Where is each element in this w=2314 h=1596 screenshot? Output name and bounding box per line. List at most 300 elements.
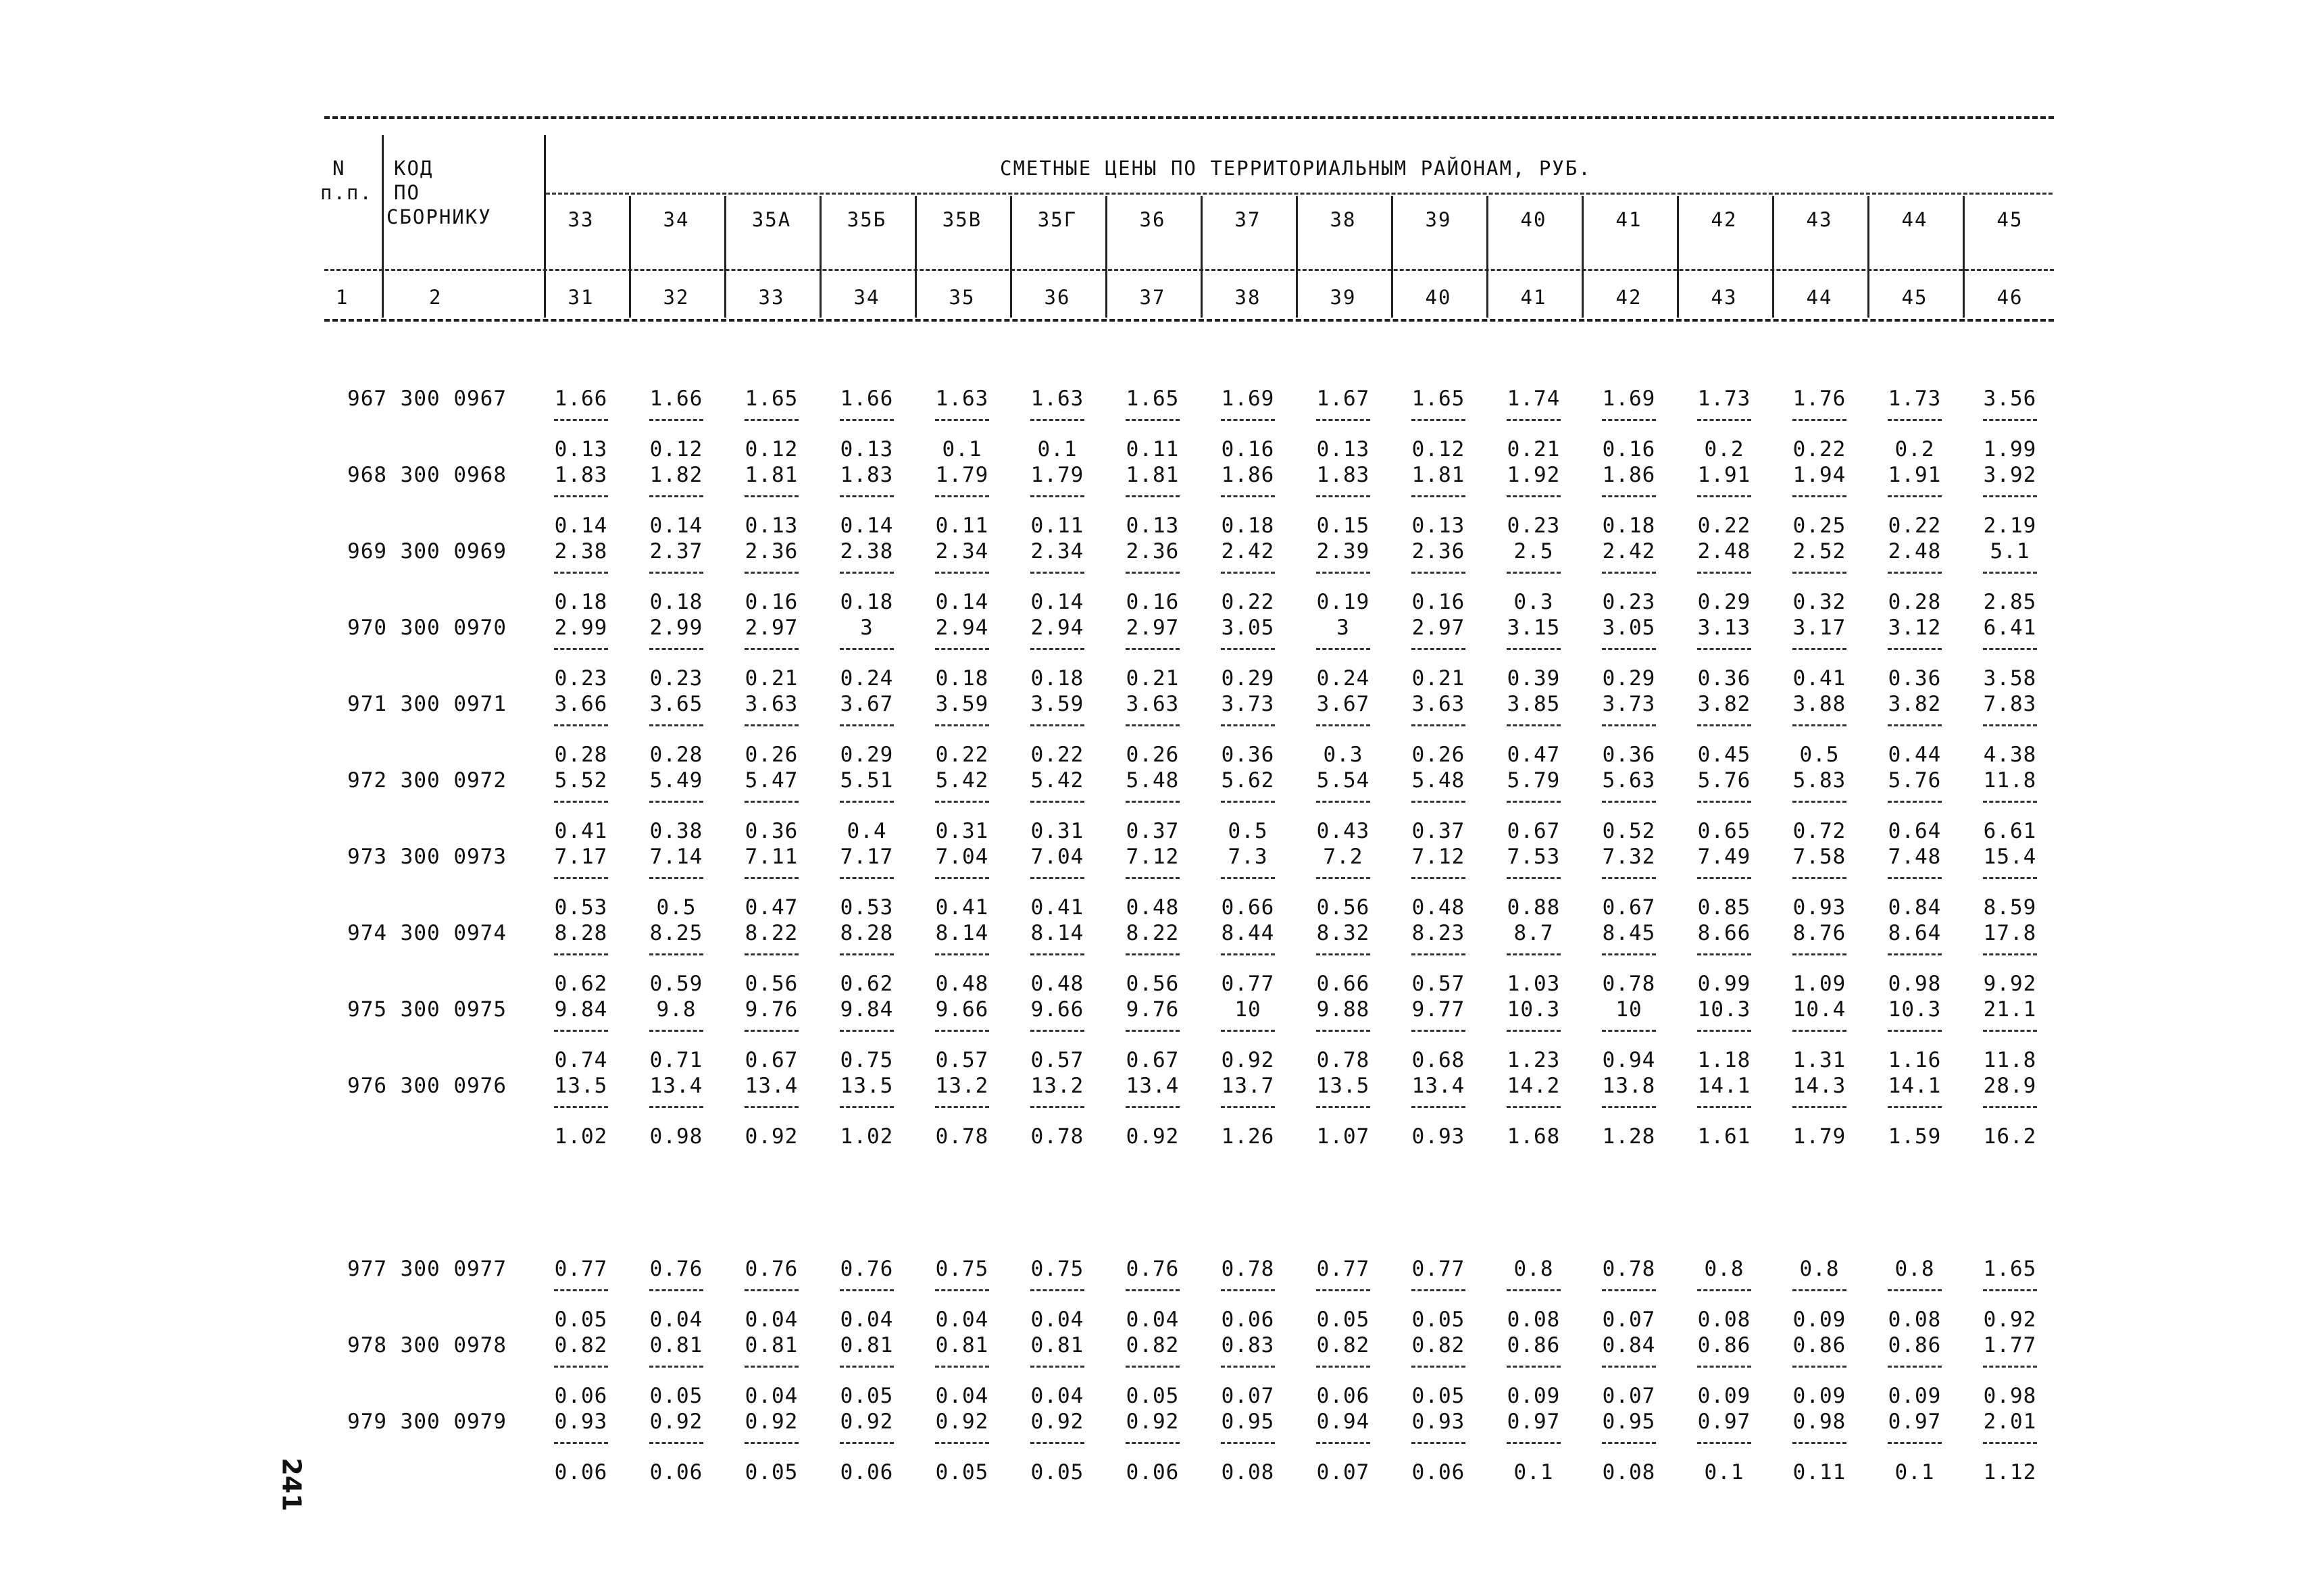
value-separator [935, 1106, 989, 1108]
value-separator [1221, 1030, 1275, 1032]
g2-value: 0.09 [1792, 1307, 1846, 1332]
g1-value: 0.67 [745, 1048, 799, 1072]
value-separator [1888, 1106, 1942, 1108]
g1-value: 5.76 [1888, 768, 1942, 793]
g1-value: 0.47 [1507, 743, 1561, 767]
g2-value: 0.78 [1221, 1257, 1275, 1281]
g1-row-code: 967 300 0967 [347, 386, 507, 411]
value-separator [649, 648, 703, 650]
g1-value: 1.79 [935, 463, 989, 487]
g1-value: 0.14 [935, 590, 989, 614]
region-header: 45 [1996, 208, 2023, 231]
value-separator [554, 1442, 608, 1444]
value-separator [745, 877, 799, 879]
g1-value: 1.83 [1316, 463, 1370, 487]
col-num: 41 [1520, 286, 1547, 309]
g1-value: 13.8 [1602, 1074, 1656, 1098]
g1-value: 0.1 [942, 437, 982, 462]
g1-value: 7.3 [1228, 845, 1268, 869]
g2-row-code: 979 300 0979 [347, 1410, 507, 1434]
g1-value: 1.65 [745, 386, 799, 411]
g1-value: 1.02 [840, 1124, 894, 1149]
g1-value: 2.37 [649, 539, 703, 564]
col-num: 33 [758, 286, 785, 309]
value-separator [1221, 877, 1275, 879]
g2-value: 0.04 [1030, 1307, 1084, 1332]
value-separator [1507, 495, 1561, 497]
g2-value: 0.76 [745, 1257, 799, 1281]
g1-value: 0.31 [1030, 819, 1084, 843]
g1-value: 0.23 [1507, 514, 1561, 538]
g1-value: 0.22 [1030, 743, 1084, 767]
g1-value: 11.8 [1983, 768, 2037, 793]
value-separator [1888, 1289, 1942, 1291]
g2-value: 0.77 [1411, 1257, 1465, 1281]
value-separator [745, 1366, 799, 1368]
g1-value: 2.99 [554, 616, 608, 640]
g1-value: 2.5 [1513, 539, 1554, 564]
value-separator [935, 419, 989, 421]
g1-value: 3.82 [1697, 692, 1751, 716]
g1-value: 1.61 [1697, 1124, 1751, 1149]
value-separator [1507, 801, 1561, 803]
value-separator [554, 1106, 608, 1108]
g2-value: 0.08 [1507, 1307, 1561, 1332]
g1-value: 0.28 [1888, 590, 1942, 614]
g1-value: 0.18 [1602, 514, 1656, 538]
g2-value: 0.05 [649, 1384, 703, 1408]
value-separator [1888, 877, 1942, 879]
g2-value: 0.82 [1316, 1333, 1370, 1357]
g1-value: 8.28 [554, 921, 608, 945]
value-separator [1411, 953, 1465, 955]
value-separator [1030, 801, 1084, 803]
g1-value: 8.45 [1602, 921, 1656, 945]
g1-value: 0.29 [1697, 590, 1751, 614]
g1-value: 0.16 [745, 590, 799, 614]
g1-value: 7.04 [1030, 845, 1084, 869]
g1-value: 2.97 [1411, 616, 1465, 640]
col-num: 35 [949, 286, 976, 309]
g1-value: 0.18 [935, 666, 989, 691]
g1-value: 3.05 [1602, 616, 1656, 640]
value-separator [1983, 877, 2037, 879]
value-separator [1983, 495, 2037, 497]
g2-value: 0.05 [1411, 1384, 1465, 1408]
g1-value: 13.5 [840, 1074, 894, 1098]
g1-value: 0.39 [1507, 666, 1561, 691]
value-separator [840, 1106, 894, 1108]
g2-value: 0.1 [1513, 1460, 1554, 1485]
g1-value: 3.59 [935, 692, 989, 716]
g1-value: 7.83 [1983, 692, 2037, 716]
g2-value: 0.92 [1126, 1410, 1180, 1434]
g1-value: 1.86 [1221, 463, 1275, 487]
g2-value: 0.86 [1792, 1333, 1846, 1357]
value-separator [1792, 1442, 1846, 1444]
value-separator [1411, 801, 1465, 803]
g1-value: 1.69 [1602, 386, 1656, 411]
g2-value: 0.06 [1316, 1384, 1370, 1408]
g1-value: 3.63 [1411, 692, 1465, 716]
g1-value: 8.32 [1316, 921, 1370, 945]
g1-value: 0.26 [1411, 743, 1465, 767]
g1-value: 3.66 [554, 692, 608, 716]
g1-value: 0.11 [1030, 514, 1084, 538]
g2-value: 0.06 [649, 1460, 703, 1485]
value-separator [1126, 1366, 1180, 1368]
g1-value: 0.88 [1507, 895, 1561, 920]
value-separator [1983, 801, 2037, 803]
g1-value: 0.36 [1221, 743, 1275, 767]
g1-value: 21.1 [1983, 997, 2037, 1022]
value-separator [1030, 877, 1084, 879]
g2-value: 0.81 [840, 1333, 894, 1357]
g1-value: 14.1 [1697, 1074, 1751, 1098]
g1-value: 0.48 [935, 972, 989, 996]
g1-value: 1.66 [840, 386, 894, 411]
g1-value: 3.65 [649, 692, 703, 716]
g1-value: 5.42 [1030, 768, 1084, 793]
g1-value: 10.3 [1888, 997, 1942, 1022]
g1-value: 6.61 [1983, 819, 2037, 843]
kod-label-2: ПО [394, 181, 420, 204]
g1-value: 11.8 [1983, 1048, 2037, 1072]
g2-value: 0.77 [554, 1257, 608, 1281]
value-separator [745, 724, 799, 726]
value-separator [1888, 724, 1942, 726]
g1-value: 2.42 [1221, 539, 1275, 564]
value-separator [1888, 1442, 1942, 1444]
g1-value: 0.13 [554, 437, 608, 462]
g2-value: 0.04 [935, 1384, 989, 1408]
value-separator [840, 724, 894, 726]
value-separator [1411, 648, 1465, 650]
value-separator [1411, 724, 1465, 726]
g1-value: 0.48 [1030, 972, 1084, 996]
g2-value: 0.07 [1602, 1384, 1656, 1408]
g2-value: 0.06 [1411, 1460, 1465, 1485]
g1-value: 0.59 [649, 972, 703, 996]
g1-value: 0.22 [1221, 590, 1275, 614]
g1-value: 2.94 [1030, 616, 1084, 640]
value-separator [1411, 1289, 1465, 1291]
value-separator [745, 1289, 799, 1291]
g2-value: 1.65 [1983, 1257, 2037, 1281]
g1-value: 0.15 [1316, 514, 1370, 538]
g2-value: 0.97 [1507, 1410, 1561, 1434]
header-col-divider [724, 196, 726, 318]
value-separator [1507, 1289, 1561, 1291]
g1-value: 7.32 [1602, 845, 1656, 869]
g1-value: 0.68 [1411, 1048, 1465, 1072]
g2-value: 0.92 [649, 1410, 703, 1434]
col-num: 43 [1711, 286, 1738, 309]
g1-value: 0.64 [1888, 819, 1942, 843]
g1-value: 1.28 [1602, 1124, 1656, 1149]
g2-value: 0.83 [1221, 1333, 1275, 1357]
g1-value: 2.34 [1030, 539, 1084, 564]
g1-value: 0.78 [1316, 1048, 1370, 1072]
g1-value: 0.93 [1792, 895, 1846, 920]
value-separator [649, 495, 703, 497]
g1-value: 0.52 [1602, 819, 1656, 843]
g1-value: 3.67 [1316, 692, 1370, 716]
g1-value: 0.26 [1126, 743, 1180, 767]
g1-value: 14.1 [1888, 1074, 1942, 1098]
g2-value: 1.77 [1983, 1333, 2037, 1357]
g1-value: 13.4 [649, 1074, 703, 1098]
g2-value: 0.98 [1983, 1384, 2037, 1408]
g2-value: 0.1 [1894, 1460, 1935, 1485]
g1-value: 0.22 [1697, 514, 1751, 538]
value-separator [840, 419, 894, 421]
g2-value: 0.1 [1704, 1460, 1744, 1485]
g2-value: 0.04 [745, 1307, 799, 1332]
g2-value: 0.93 [554, 1410, 608, 1434]
g1-value: 1.59 [1888, 1124, 1942, 1149]
g1-value: 0.67 [1602, 895, 1656, 920]
g1-value: 3.73 [1221, 692, 1275, 716]
g2-value: 0.75 [935, 1257, 989, 1281]
g1-row-code: 968 300 0968 [347, 463, 507, 487]
g2-value: 0.8 [1894, 1257, 1935, 1281]
g1-value: 0.3 [1323, 743, 1363, 767]
g1-value: 2.94 [935, 616, 989, 640]
g1-value: 8.14 [935, 921, 989, 945]
value-separator [1888, 572, 1942, 574]
g2-value: 0.82 [554, 1333, 608, 1357]
g1-value: 0.94 [1602, 1048, 1656, 1072]
value-separator [1602, 1289, 1656, 1291]
value-separator [1888, 648, 1942, 650]
g1-value: 0.36 [1602, 743, 1656, 767]
g1-value: 0.16 [1126, 590, 1180, 614]
value-separator [1507, 1442, 1561, 1444]
g1-value: 9.8 [656, 997, 697, 1022]
g2-value: 0.04 [935, 1307, 989, 1332]
value-separator [1411, 495, 1465, 497]
g2-value: 0.92 [840, 1410, 894, 1434]
g2-value: 0.08 [1602, 1460, 1656, 1485]
value-separator [1507, 419, 1561, 421]
g1-value: 1.91 [1888, 463, 1942, 487]
g2-value: 0.04 [840, 1307, 894, 1332]
g2-value: 0.95 [1602, 1410, 1656, 1434]
value-separator [554, 648, 608, 650]
value-separator [1983, 1442, 2037, 1444]
value-separator [1507, 877, 1561, 879]
value-separator [1602, 953, 1656, 955]
value-separator [935, 877, 989, 879]
g1-value: 13.7 [1221, 1074, 1275, 1098]
g1-row-code: 974 300 0974 [347, 921, 507, 945]
g1-value: 0.67 [1507, 819, 1561, 843]
g1-value: 3.56 [1983, 386, 2037, 411]
g1-value: 0.41 [554, 819, 608, 843]
g1-value: 0.92 [745, 1124, 799, 1149]
value-separator [1602, 1442, 1656, 1444]
g1-value: 3.63 [1126, 692, 1180, 716]
value-separator [1792, 648, 1846, 650]
g1-value: 0.4 [847, 819, 887, 843]
col-num: 39 [1330, 286, 1357, 309]
value-separator [935, 801, 989, 803]
col-num: 45 [1901, 286, 1928, 309]
g1-value: 0.22 [1792, 437, 1846, 462]
g1-value: 0.57 [1030, 1048, 1084, 1072]
value-separator [1792, 495, 1846, 497]
g1-value: 3.05 [1221, 616, 1275, 640]
g2-value: 0.08 [1697, 1307, 1751, 1332]
np-label: N [332, 157, 346, 180]
g1-value: 5.47 [745, 768, 799, 793]
g1-value: 9.92 [1983, 972, 2037, 996]
value-separator [935, 1366, 989, 1368]
g1-value: 0.38 [649, 819, 703, 843]
g1-value: 0.11 [935, 514, 989, 538]
g1-value: 7.58 [1792, 845, 1846, 869]
g2-value: 0.05 [1411, 1307, 1465, 1332]
g1-value: 0.43 [1316, 819, 1370, 843]
value-separator [745, 953, 799, 955]
value-separator [1602, 1030, 1656, 1032]
value-separator [1316, 724, 1370, 726]
value-separator [1126, 1442, 1180, 1444]
g2-value: 0.06 [1126, 1460, 1180, 1485]
value-separator [554, 953, 608, 955]
g1-value: 0.16 [1221, 437, 1275, 462]
value-separator [1221, 495, 1275, 497]
g1-value: 13.4 [1126, 1074, 1180, 1098]
g2-value: 0.07 [1221, 1384, 1275, 1408]
g1-value: 0.21 [745, 666, 799, 691]
g1-value: 3.15 [1507, 616, 1561, 640]
g1-value: 0.13 [1411, 514, 1465, 538]
value-separator [649, 1106, 703, 1108]
value-separator [1792, 953, 1846, 955]
region-header: 35Б [847, 208, 887, 231]
value-separator [1507, 1366, 1561, 1368]
g1-value: 9.66 [935, 997, 989, 1022]
g1-value: 0.53 [840, 895, 894, 920]
g1-value: 5.79 [1507, 768, 1561, 793]
value-separator [1030, 495, 1084, 497]
value-separator [1030, 1106, 1084, 1108]
g2-value: 0.06 [554, 1460, 608, 1485]
g2-value: 0.93 [1411, 1410, 1465, 1434]
g1-value: 1.91 [1697, 463, 1751, 487]
value-separator [1602, 1366, 1656, 1368]
value-separator [1983, 953, 2037, 955]
g1-value: 0.11 [1126, 437, 1180, 462]
g1-value: 0.29 [1602, 666, 1656, 691]
value-separator [1792, 1106, 1846, 1108]
value-separator [1697, 801, 1751, 803]
page-number: 241 [276, 1457, 307, 1512]
value-separator [1697, 419, 1751, 421]
col-num: 31 [568, 286, 595, 309]
value-separator [935, 572, 989, 574]
col-num: 44 [1806, 286, 1833, 309]
g1-value: 8.25 [649, 921, 703, 945]
g1-value: 13.4 [1411, 1074, 1465, 1098]
g1-row-code: 969 300 0969 [347, 539, 507, 564]
value-separator [745, 648, 799, 650]
g2-value: 0.97 [1888, 1410, 1942, 1434]
value-separator [1411, 877, 1465, 879]
g2-row-code: 977 300 0977 [347, 1257, 507, 1281]
g1-value: 0.78 [1602, 972, 1656, 996]
value-separator [649, 724, 703, 726]
value-separator [1983, 724, 2037, 726]
g1-value: 0.18 [1030, 666, 1084, 691]
region-header: 35Г [1037, 208, 1078, 231]
g1-value: 0.24 [1316, 666, 1370, 691]
header-col-divider [629, 196, 631, 318]
value-separator [1316, 1106, 1370, 1108]
g1-row-code: 972 300 0972 [347, 768, 507, 793]
header-bottom-rule [324, 319, 2054, 322]
g2-value: 0.82 [1126, 1333, 1180, 1357]
region-header: 34 [663, 208, 690, 231]
g2-value: 0.92 [745, 1410, 799, 1434]
value-separator [1697, 572, 1751, 574]
g2-value: 0.95 [1221, 1410, 1275, 1434]
value-separator [840, 877, 894, 879]
g1-row-code: 975 300 0975 [347, 997, 507, 1022]
value-separator [1602, 648, 1656, 650]
g1-value: 0.19 [1316, 590, 1370, 614]
g1-value: 0.21 [1126, 666, 1180, 691]
value-separator [649, 801, 703, 803]
g1-value: 1.92 [1507, 463, 1561, 487]
g1-value: 0.28 [554, 743, 608, 767]
g1-value: 0.13 [840, 437, 894, 462]
value-separator [1792, 572, 1846, 574]
value-separator [1221, 953, 1275, 955]
g1-value: 2.97 [745, 616, 799, 640]
value-separator [1411, 419, 1465, 421]
g1-value: 0.62 [840, 972, 894, 996]
value-separator [1602, 877, 1656, 879]
g1-value: 1.63 [1030, 386, 1084, 411]
value-separator [1602, 419, 1656, 421]
g2-value: 0.76 [1126, 1257, 1180, 1281]
g1-value: 1.68 [1507, 1124, 1561, 1149]
g1-value: 0.92 [1221, 1048, 1275, 1072]
g1-value: 5.51 [840, 768, 894, 793]
g2-value: 0.97 [1697, 1410, 1751, 1434]
g1-value: 0.44 [1888, 743, 1942, 767]
g2-value: 0.06 [840, 1460, 894, 1485]
g1-value: 0.2 [1894, 437, 1935, 462]
value-separator [1316, 1030, 1370, 1032]
value-separator [1411, 1106, 1465, 1108]
value-separator [554, 1030, 608, 1032]
value-separator [649, 953, 703, 955]
g1-value: 0.75 [840, 1048, 894, 1072]
g1-value: 0.14 [1030, 590, 1084, 614]
g2-value: 0.09 [1697, 1384, 1751, 1408]
value-separator [1030, 572, 1084, 574]
g1-value: 3.85 [1507, 692, 1561, 716]
g1-value: 0.78 [935, 1124, 989, 1149]
value-separator [1507, 724, 1561, 726]
header-col-divider [1772, 196, 1774, 318]
g2-row-code: 978 300 0978 [347, 1333, 507, 1357]
value-separator [745, 1106, 799, 1108]
